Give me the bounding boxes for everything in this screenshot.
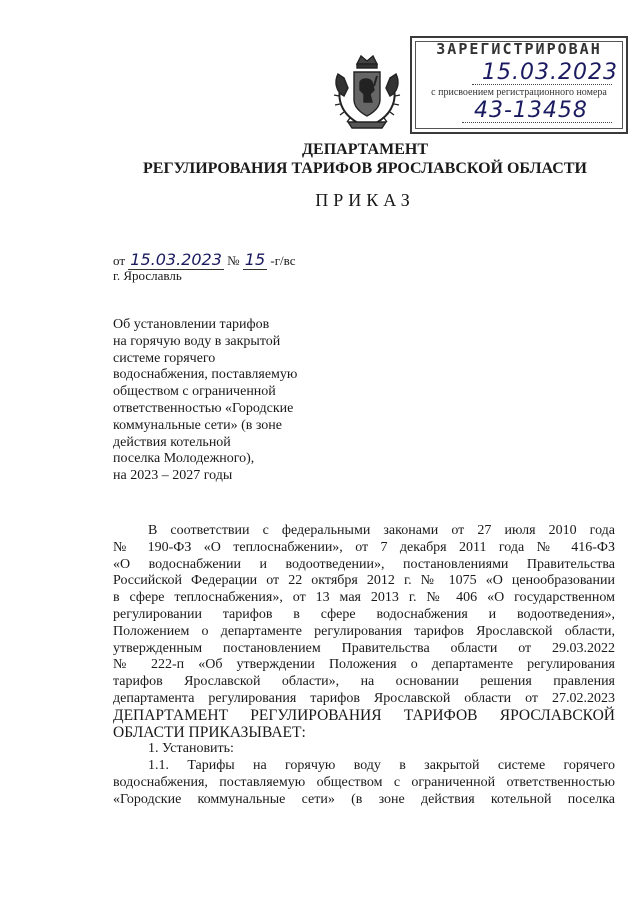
- subject-line: на 2023 – 2027 годы: [113, 468, 233, 484]
- registration-stamp: [410, 36, 628, 134]
- body-line: В соответствии с федеральными законами от 27 июля 2010 года: [148, 523, 615, 538]
- body-line: Положением о департаменте регулирования тарифов Ярославской области,: [113, 623, 615, 639]
- body-line: «Городские коммунальные сети» (в зоне действия котельной поселка: [113, 791, 615, 807]
- body-line: № 190-ФЗ «О теплоснабжении», от 7 декабря 2011 года № 416-ФЗ: [113, 539, 615, 555]
- subject-line: водоснабжения, поставляемую: [113, 367, 298, 383]
- body-line: в сфере теплоснабжения», от 13 мая 2013 г. № 406 «О государственном: [113, 590, 615, 606]
- subject-line: коммунальные сети» (в зоне: [113, 417, 282, 433]
- body-line: департамента регулирования тарифов Ярославской области от 27.02.2023: [113, 690, 615, 706]
- body-line: ДЕПАРТАМЕНТ РЕГУЛИРОВАНИЯ ТАРИФОВ ЯРОСЛАВСКОЙ: [113, 706, 615, 724]
- document-type: ПРИКАЗ: [315, 190, 415, 210]
- stamp-date-line: [472, 84, 612, 85]
- order-body: [113, 523, 615, 809]
- order-from-label: от: [113, 253, 126, 268]
- order-number-suffix: -г/вс: [270, 253, 296, 268]
- order-date: 15.03.2023: [130, 250, 222, 269]
- subject-line: на горячую воду в закрытой: [113, 333, 281, 349]
- subject-line: Об установлении тарифов: [113, 317, 270, 332]
- subject-line: системе горячего: [113, 350, 216, 366]
- stamp-date: 15.03.2023: [482, 60, 618, 85]
- department-title-line2: РЕГУЛИРОВАНИЯ ТАРИФОВ ЯРОСЛАВСКОЙ ОБЛАСТИ: [143, 160, 587, 177]
- body-line: тарифов Ярославской области», на основании решения правления: [113, 674, 615, 690]
- stamp-number-line: [462, 122, 612, 123]
- order-subject: [113, 317, 333, 485]
- body-line: ОБЛАСТИ ПРИКАЗЫВАЕТ:: [113, 723, 306, 741]
- body-line: водоснабжения, поставляемую обществом с ограниченной ответственностью: [113, 774, 615, 790]
- department-title-line1: ДЕПАРТАМЕНТ: [302, 141, 428, 158]
- order-line: [113, 250, 296, 269]
- body-line: № 222-п «Об утверждении Положения о департаменте регулирования: [113, 657, 615, 673]
- order-number-label: №: [227, 253, 240, 268]
- coat-of-arms-icon: [330, 52, 404, 132]
- body-line: регулировании тарифов в сфере водоснабжения и водоотведения»,: [113, 606, 615, 622]
- subject-line: действия котельной: [113, 434, 231, 450]
- subject-line: поселка Молодежного),: [113, 451, 255, 467]
- subject-line: обществом с ограниченной: [113, 384, 276, 400]
- order-number: 15: [244, 250, 266, 269]
- stamp-caption: с присвоением регистрационного номера: [431, 87, 607, 98]
- order-city: г. Ярославль: [113, 268, 182, 283]
- subject-line: ответственностью «Городские: [113, 400, 294, 416]
- body-line: утвержденным постановлением Правительства области от 29.03.2022: [113, 640, 615, 656]
- body-line: 1. Установить:: [148, 741, 234, 757]
- body-line: Российской Федерации от 22 октября 2012 г. № 1075 «О ценообразовании: [113, 573, 615, 589]
- body-line: «О водоснабжении и водоотведении», постановлениями Правительства: [113, 556, 615, 572]
- stamp-number: 43-13458: [474, 98, 588, 123]
- body-line: 1.1. Тарифы на горячую воду в закрытой системе горячего: [148, 758, 615, 774]
- stamp-title: ЗАРЕГИСТРИРОВАН: [436, 40, 602, 58]
